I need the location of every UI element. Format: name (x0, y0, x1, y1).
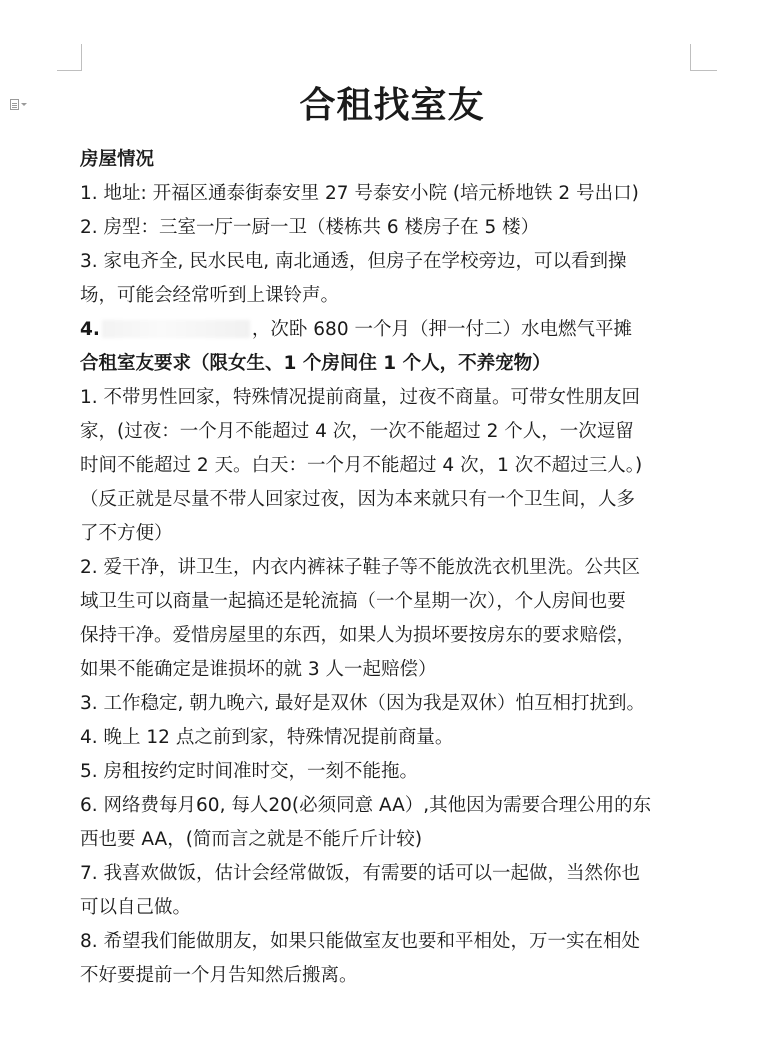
text-line: 场，可能会经常听到上课铃声。 (80, 285, 340, 306)
text-line: 如果不能确定是谁损坏的就 3 人一起赔偿） (80, 659, 437, 680)
document-body (80, 143, 710, 993)
text-line: 7. 我喜欢做饭，估计会经常做饭，有需要的话可以一起做，当然你也 (80, 863, 641, 884)
section-heading-housing: 房屋情况 (80, 149, 155, 170)
text-line: 1. 不带男性回家，特殊情况提前商量，过夜不商量。可带女性朋友回 (80, 387, 641, 408)
text-line: 8. 希望我们能做朋友，如果只能做室友也要和平相处，万一实在相处 (80, 931, 641, 952)
item-number: 4. (80, 319, 100, 340)
text-line: 保持干净。爱惜房屋里的东西，如果人为损坏要按房东的要求赔偿， (80, 625, 636, 646)
text-line: 可以自己做。 (80, 897, 192, 918)
text-line-with-redaction (80, 313, 710, 347)
text-line: 时间不能超过 2 天。白天：一个月不能超过 4 次，1 次不超过三人。) (80, 455, 643, 476)
crop-mark-top-left (57, 44, 82, 71)
document-title: 合租找室友 (299, 85, 485, 126)
crop-mark-top-right (690, 44, 717, 71)
text-line: 6. 网络费每月60, 每人20(必须同意 AA）,其他因为需要合理公用的东 (80, 795, 652, 816)
text-line: 西也要 AA，(简而言之就是不能斤斤计较) (80, 829, 423, 850)
text-line: 1. 地址: 开福区通泰街泰安里 27 号泰安小院 (培元桥地铁 2 号出口) (80, 183, 639, 204)
text-segment: ，次卧 680 一个月（押一付二）水电燃气平摊 (251, 319, 632, 340)
text-line: 2. 房型：三室一厅一厨一卫（楼栋共 6 楼房子在 5 楼） (80, 217, 540, 238)
text-line: 3. 工作稳定, 朝九晚六, 最好是双休（因为我是双休）怕互相打扰到。 (80, 693, 646, 714)
text-line: 3. 家电齐全, 民水民电, 南北通透，但房子在学校旁边，可以看到操 (80, 251, 627, 272)
redacted-text (102, 320, 250, 338)
text-line: 2. 爱干净，讲卫生，内衣内裤袜子鞋子等不能放洗衣机里洗。公共区 (80, 557, 641, 578)
text-line: 了不方便） (80, 523, 173, 544)
text-line: 域卫生可以商量一起搞还是轮流搞（一个星期一次），个人房间也要 (80, 591, 626, 612)
section-heading-requirements: 合租室友要求（限女生、1 个房间住 1 个人，不养宠物） (80, 353, 551, 374)
text-line: 不好要提前一个月告知然后搬离。 (80, 965, 358, 986)
text-line: 5. 房租按约定时间准时交，一刻不能拖。 (80, 761, 419, 782)
text-line: 4. 晚上 12 点之前到家，特殊情况提前商量。 (80, 727, 454, 748)
text-line: （反正就是尽量不带人回家过夜，因为本来就只有一个卫生间，人多 (80, 489, 636, 510)
text-line: 家，(过夜：一个月不能超过 4 次，一次不能超过 2 个人，一次逗留 (80, 421, 634, 442)
